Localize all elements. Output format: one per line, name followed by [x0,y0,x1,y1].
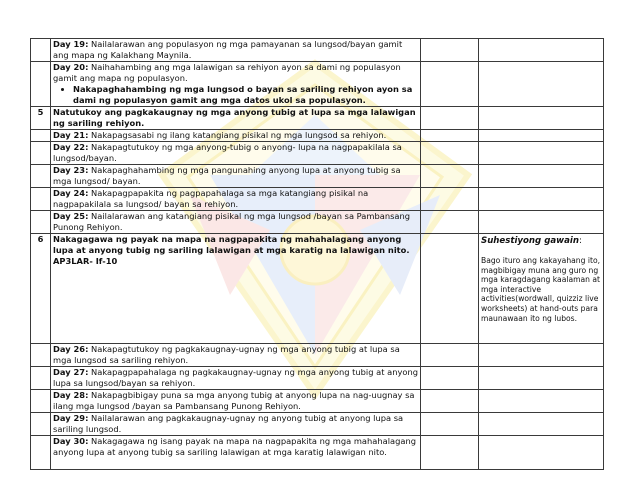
suggestion-title: Suhestiyong gawain: [481,236,582,246]
day-label: Day 26: [53,344,89,354]
empty-cell [421,130,479,142]
num-cell [31,188,51,211]
table-row-day-21 [31,130,604,142]
num-cell [31,130,51,142]
notes-cell [479,39,604,62]
notes-cell [479,130,604,142]
competency-heading: Natutukoy ang pagkakaugnay ng mga anyong tubig at lupa sa mga lalawigan ng sariling rehiyon. [51,107,421,130]
day-label: Day 27: [53,367,89,377]
competency-cell [51,344,421,367]
day-text: Nakapagtutukoy ng mga anyong-tubig o anyong- lupa na nagpapakilala sa lungsod/bayan. [53,142,402,163]
num-cell [31,142,51,165]
sub-bullet-item: • Nakapaghahambing ng mga lungsod o bayan sa sariling rehiyon ayon sa dami ng populasyon gamit ang mga datos ukol sa populasyon. [73,84,418,106]
competency-cell [51,142,421,165]
sub-bullet-list [53,84,418,106]
day-text: Nailalarawan ang pagkakaugnay-ugnay ng anyong tubig at anyong lupa sa sariling lungsod. [53,413,404,434]
day-label: Day 29: [53,413,89,423]
notes-cell [479,107,604,130]
competency-cell [51,62,421,107]
num-cell [31,211,51,234]
notes-cell [479,142,604,165]
table-row-day-27 [31,367,604,390]
day-label: Day 19: [53,39,89,49]
day-label: Day 28: [53,390,89,400]
competency-cell [51,130,421,142]
notes-cell [479,62,604,107]
empty-cell [421,367,479,390]
competency-cell [51,413,421,436]
table-row-day-30 [31,436,604,470]
empty-cell [421,390,479,413]
table-row-competency-5 [31,107,604,130]
notes-cell [479,436,604,470]
day-label: Day 20: [53,62,89,72]
day-label: Day 21: [53,130,89,140]
table-row-day-29 [31,413,604,436]
day-label: Day 25: [53,211,89,221]
table-row-day-25 [31,211,604,234]
notes-cell [479,367,604,390]
competency-cell [51,211,421,234]
empty-cell [421,344,479,367]
table-row-day-26 [31,344,604,367]
notes-cell [479,344,604,367]
empty-cell [421,234,479,344]
empty-cell [421,142,479,165]
num-cell [31,62,51,107]
num-cell [31,344,51,367]
competency-cell [51,436,421,470]
notes-cell [479,390,604,413]
table-row-day-28 [31,390,604,413]
num-cell [31,165,51,188]
table-row-day-20 [31,62,604,107]
empty-cell [421,211,479,234]
day-text: Nakapagsasabi ng ilang katangiang pisikal ng mga lungsod sa rehiyon. [88,130,387,140]
day-text: Naihahambing ang mga lalawigan sa rehiyon ayon sa dami ng populasyon gamit ang mapa ng populasyon. [53,62,401,83]
num-cell [31,39,51,62]
competency-cell [51,165,421,188]
empty-cell [421,413,479,436]
day-text: Nakagagawa ng isang payak na mapa na nagpapakita ng mga mahahalagang anyong lupa at anyong tubig sa sariling lalawigan at mga karatig lalawigan nito. [53,436,416,457]
day-label: Day 22: [53,142,89,152]
curriculum-table [30,38,604,470]
table-row-day-19 [31,39,604,62]
competency-cell [51,390,421,413]
competency-cell [51,367,421,390]
empty-cell [421,107,479,130]
empty-cell [421,165,479,188]
day-text: Nakapaghahambing ng mga pangunahing anyong lupa at anyong tubig sa mga lungsod/ bayan. [53,165,401,186]
competency-number: 6 [31,234,51,344]
notes-cell [479,165,604,188]
table-row-day-22 [31,142,604,165]
competency-cell [51,188,421,211]
day-text: Nakapagpapakita ng pagpapahalaga sa mga katangiang pisikal na nagpapakilala sa lungsod/ bayan sa rehiyon. [53,188,369,209]
suggestion-text: Bago ituro ang kakayahang ito, magbibigay muna ang guro ng mga karagdagang kaalaman at mga interactive activities(wordwall, quizziz live worksheets) at hand-outs para maunawaan ito ng lubos. [481,256,601,323]
competency-number: 5 [31,107,51,130]
num-cell [31,367,51,390]
day-label: Day 24: [53,188,89,198]
num-cell [31,436,51,470]
day-label: Day 30: [53,436,89,446]
table-row-competency-6 [31,234,604,344]
day-text: Nakapagpapahalaga ng pagkakaugnay-ugnay ng mga anyong tubig at anyong lupa sa lungsod/bayan sa rehiyon. [53,367,418,388]
day-text: Nailalarawan ang katangiang pisikal ng mga lungsod /bayan sa Pambansang Punong Rehiyon. [53,211,411,232]
num-cell [31,413,51,436]
table-row-day-24 [31,188,604,211]
empty-cell [421,188,479,211]
notes-cell [479,413,604,436]
day-label: Day 23: [53,165,89,175]
table-row-day-23 [31,165,604,188]
day-text: Nailalarawan ang populasyon ng mga pamayanan sa lungsod/bayan gamit ang mapa ng Kalakhang Maynila. [53,39,403,60]
empty-cell [421,436,479,470]
notes-cell [479,211,604,234]
empty-cell [421,62,479,107]
competency-cell [51,39,421,62]
num-cell [31,390,51,413]
day-text: Nakapagtutukoy ng pagkakaugnay-ugnay ng mga anyong tubig at lupa sa mga lungsod sa sariling rehiyon. [53,344,400,365]
suggestion-cell [479,234,604,344]
notes-cell [479,188,604,211]
day-text: Nakapagbibigay puna sa mga anyong tubig at anyong lupa na nag-uugnay sa ilang mga lungsod /bayan sa Pambansang Punong Rehiyon. [53,390,415,411]
competency-heading: Nakagagawa ng payak na mapa na nagpapakita ng mahahalagang anyong lupa at anyong tubig ng sariling lalawigan at mga karatig na lalawigan nito. AP3LAR- If-10 [51,234,421,344]
empty-cell [421,39,479,62]
